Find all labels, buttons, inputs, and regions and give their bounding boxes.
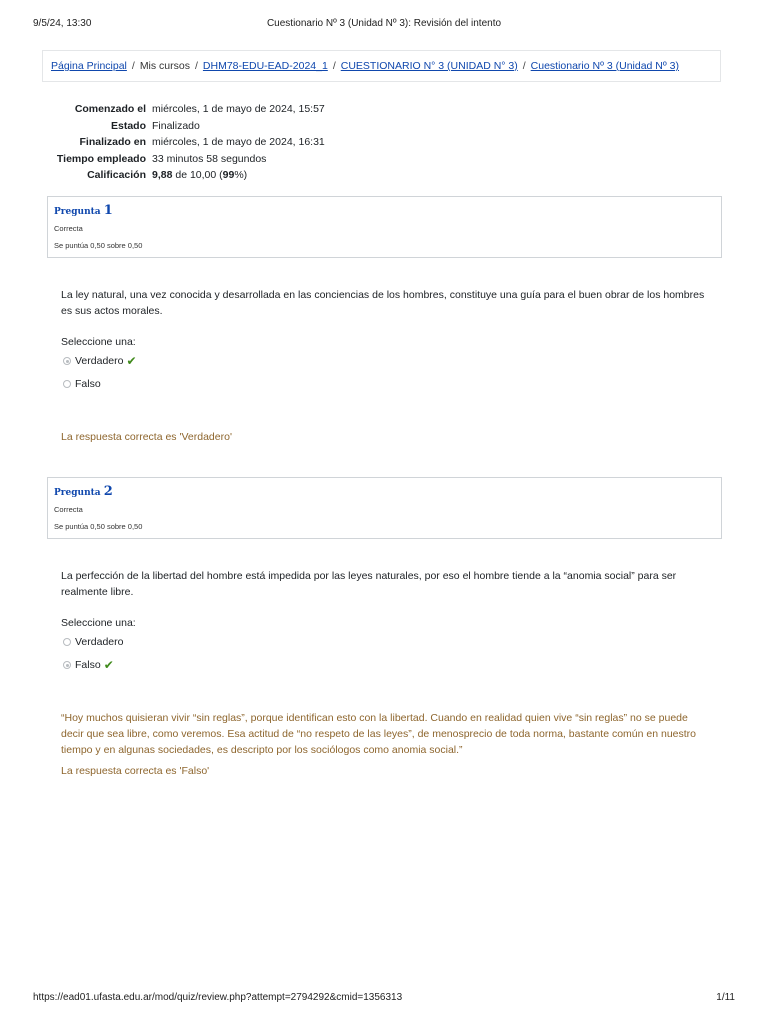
question-1-option-false[interactable] <box>63 377 101 391</box>
question-2-feedback: “Hoy muchos quisieran vivir “sin reglas”, porque identifican esto con la libertad. Cuando en realidad quien vive “sin reglas” no se puede decir que sea libre, como veremos. Esa actitud de “no respeto de las leyes”, de menosprecio de toda norma, bastante común en nuestro tiempo y en algunas sociedades, es descripto por los sociólogos como anomia social.” <box>61 712 697 756</box>
question-2-option-true[interactable] <box>63 635 123 649</box>
breadcrumb-separator: / <box>131 60 135 72</box>
question-2-option-false[interactable] <box>63 658 114 672</box>
breadcrumb-separator: / <box>195 60 198 72</box>
summary-grade-value <box>152 167 325 184</box>
question-1-right-answer: La respuesta correcta es 'Verdadero' <box>61 431 232 443</box>
question-1-text: La ley natural, una vez conocida y desarrollada en las conciencias de los hombres, constituye una guía para el buen obrar de los hombres es sus actos morales. <box>61 289 705 317</box>
print-title: Cuestionario Nº 3 (Unidad Nº 3): Revisión del intento <box>266 18 502 29</box>
summary-row-time <box>50 151 325 168</box>
question-number-value: 1 <box>103 203 113 218</box>
question-2-prompt: Seleccione una: <box>61 617 136 629</box>
summary-state-value: Finalizado <box>152 119 200 132</box>
option-label: Falso <box>75 659 101 671</box>
question-grade: Se puntúa 0,50 sobre 0,50 <box>54 241 143 250</box>
grade-percent: 99 <box>222 169 235 182</box>
question-number <box>54 203 113 218</box>
question-1-option-true[interactable] <box>63 354 137 368</box>
checkmark-icon: ✔ <box>126 354 137 368</box>
summary-started-label: Comenzado el <box>74 103 146 116</box>
breadcrumb-course-link[interactable]: DHM78-EDU-EAD-2024_1 <box>202 60 328 72</box>
print-page-count: 1/11 <box>716 992 735 1003</box>
print-header <box>33 18 735 32</box>
breadcrumb-my-courses: Mis cursos <box>139 60 190 72</box>
question-state: Correcta <box>54 505 83 514</box>
print-datetime: 9/5/24, 13:30 <box>33 18 92 29</box>
question-state: Correcta <box>54 224 83 233</box>
summary-row-grade <box>50 167 325 184</box>
summary-finished-label: Finalizado en <box>79 136 146 149</box>
summary-time-value: 33 minutos 58 segundos <box>152 152 267 165</box>
question-2-right-answer: La respuesta correcta es 'Falso' <box>61 765 210 777</box>
question-1-prompt: Seleccione una: <box>61 336 136 348</box>
attempt-summary <box>50 101 325 184</box>
breadcrumb-home-link[interactable]: Página Principal <box>51 60 127 72</box>
option-label: Verdadero <box>75 636 124 648</box>
summary-row-started <box>50 101 325 118</box>
grade-score: 9,88 <box>152 169 173 182</box>
question-1-info <box>47 196 722 258</box>
summary-row-state <box>50 118 325 135</box>
summary-time-label: Tiempo empleado <box>56 152 146 165</box>
radio-selected-icon[interactable] <box>63 357 71 365</box>
print-url: https://ead01.ufasta.edu.ar/mod/quiz/review.php?attempt=2794292&cmid=1356313 <box>33 992 403 1003</box>
breadcrumb-quiz-link[interactable]: Cuestionario Nº 3 (Unidad Nº 3) <box>530 60 679 72</box>
breadcrumb-section-link[interactable]: CUESTIONARIO N° 3 (UNIDAD N° 3) <box>340 60 518 72</box>
summary-finished-value: miércoles, 1 de mayo de 2024, 16:31 <box>152 136 325 149</box>
radio-selected-icon[interactable] <box>63 661 71 669</box>
question-2-text: La perfección de la libertad del hombre está impedida por las leyes naturales, por eso el hombre tiende a la “anomia social” para ser realmente libre. <box>61 570 677 598</box>
grade-end: %) <box>234 169 248 182</box>
print-footer <box>33 992 735 1006</box>
question-number-value: 2 <box>103 484 113 499</box>
radio-icon[interactable] <box>63 638 71 646</box>
radio-icon[interactable] <box>63 380 71 388</box>
option-label: Verdadero <box>75 355 124 367</box>
question-2-info <box>47 477 722 539</box>
breadcrumb <box>42 50 721 82</box>
question-label: Pregunta <box>54 207 104 217</box>
question-number <box>54 484 113 499</box>
breadcrumb-separator: / <box>332 60 336 72</box>
question-grade: Se puntúa 0,50 sobre 0,50 <box>54 522 143 531</box>
question-label: Pregunta <box>54 488 104 498</box>
option-label: Falso <box>75 378 101 390</box>
summary-grade-label: Calificación <box>87 169 146 182</box>
grade-mid: de 10,00 ( <box>172 169 223 182</box>
summary-started-value: miércoles, 1 de mayo de 2024, 15:57 <box>152 103 325 116</box>
summary-state-label: Estado <box>110 119 146 132</box>
checkmark-icon: ✔ <box>103 658 114 672</box>
summary-row-finished <box>50 134 325 151</box>
breadcrumb-separator: / <box>522 60 526 72</box>
